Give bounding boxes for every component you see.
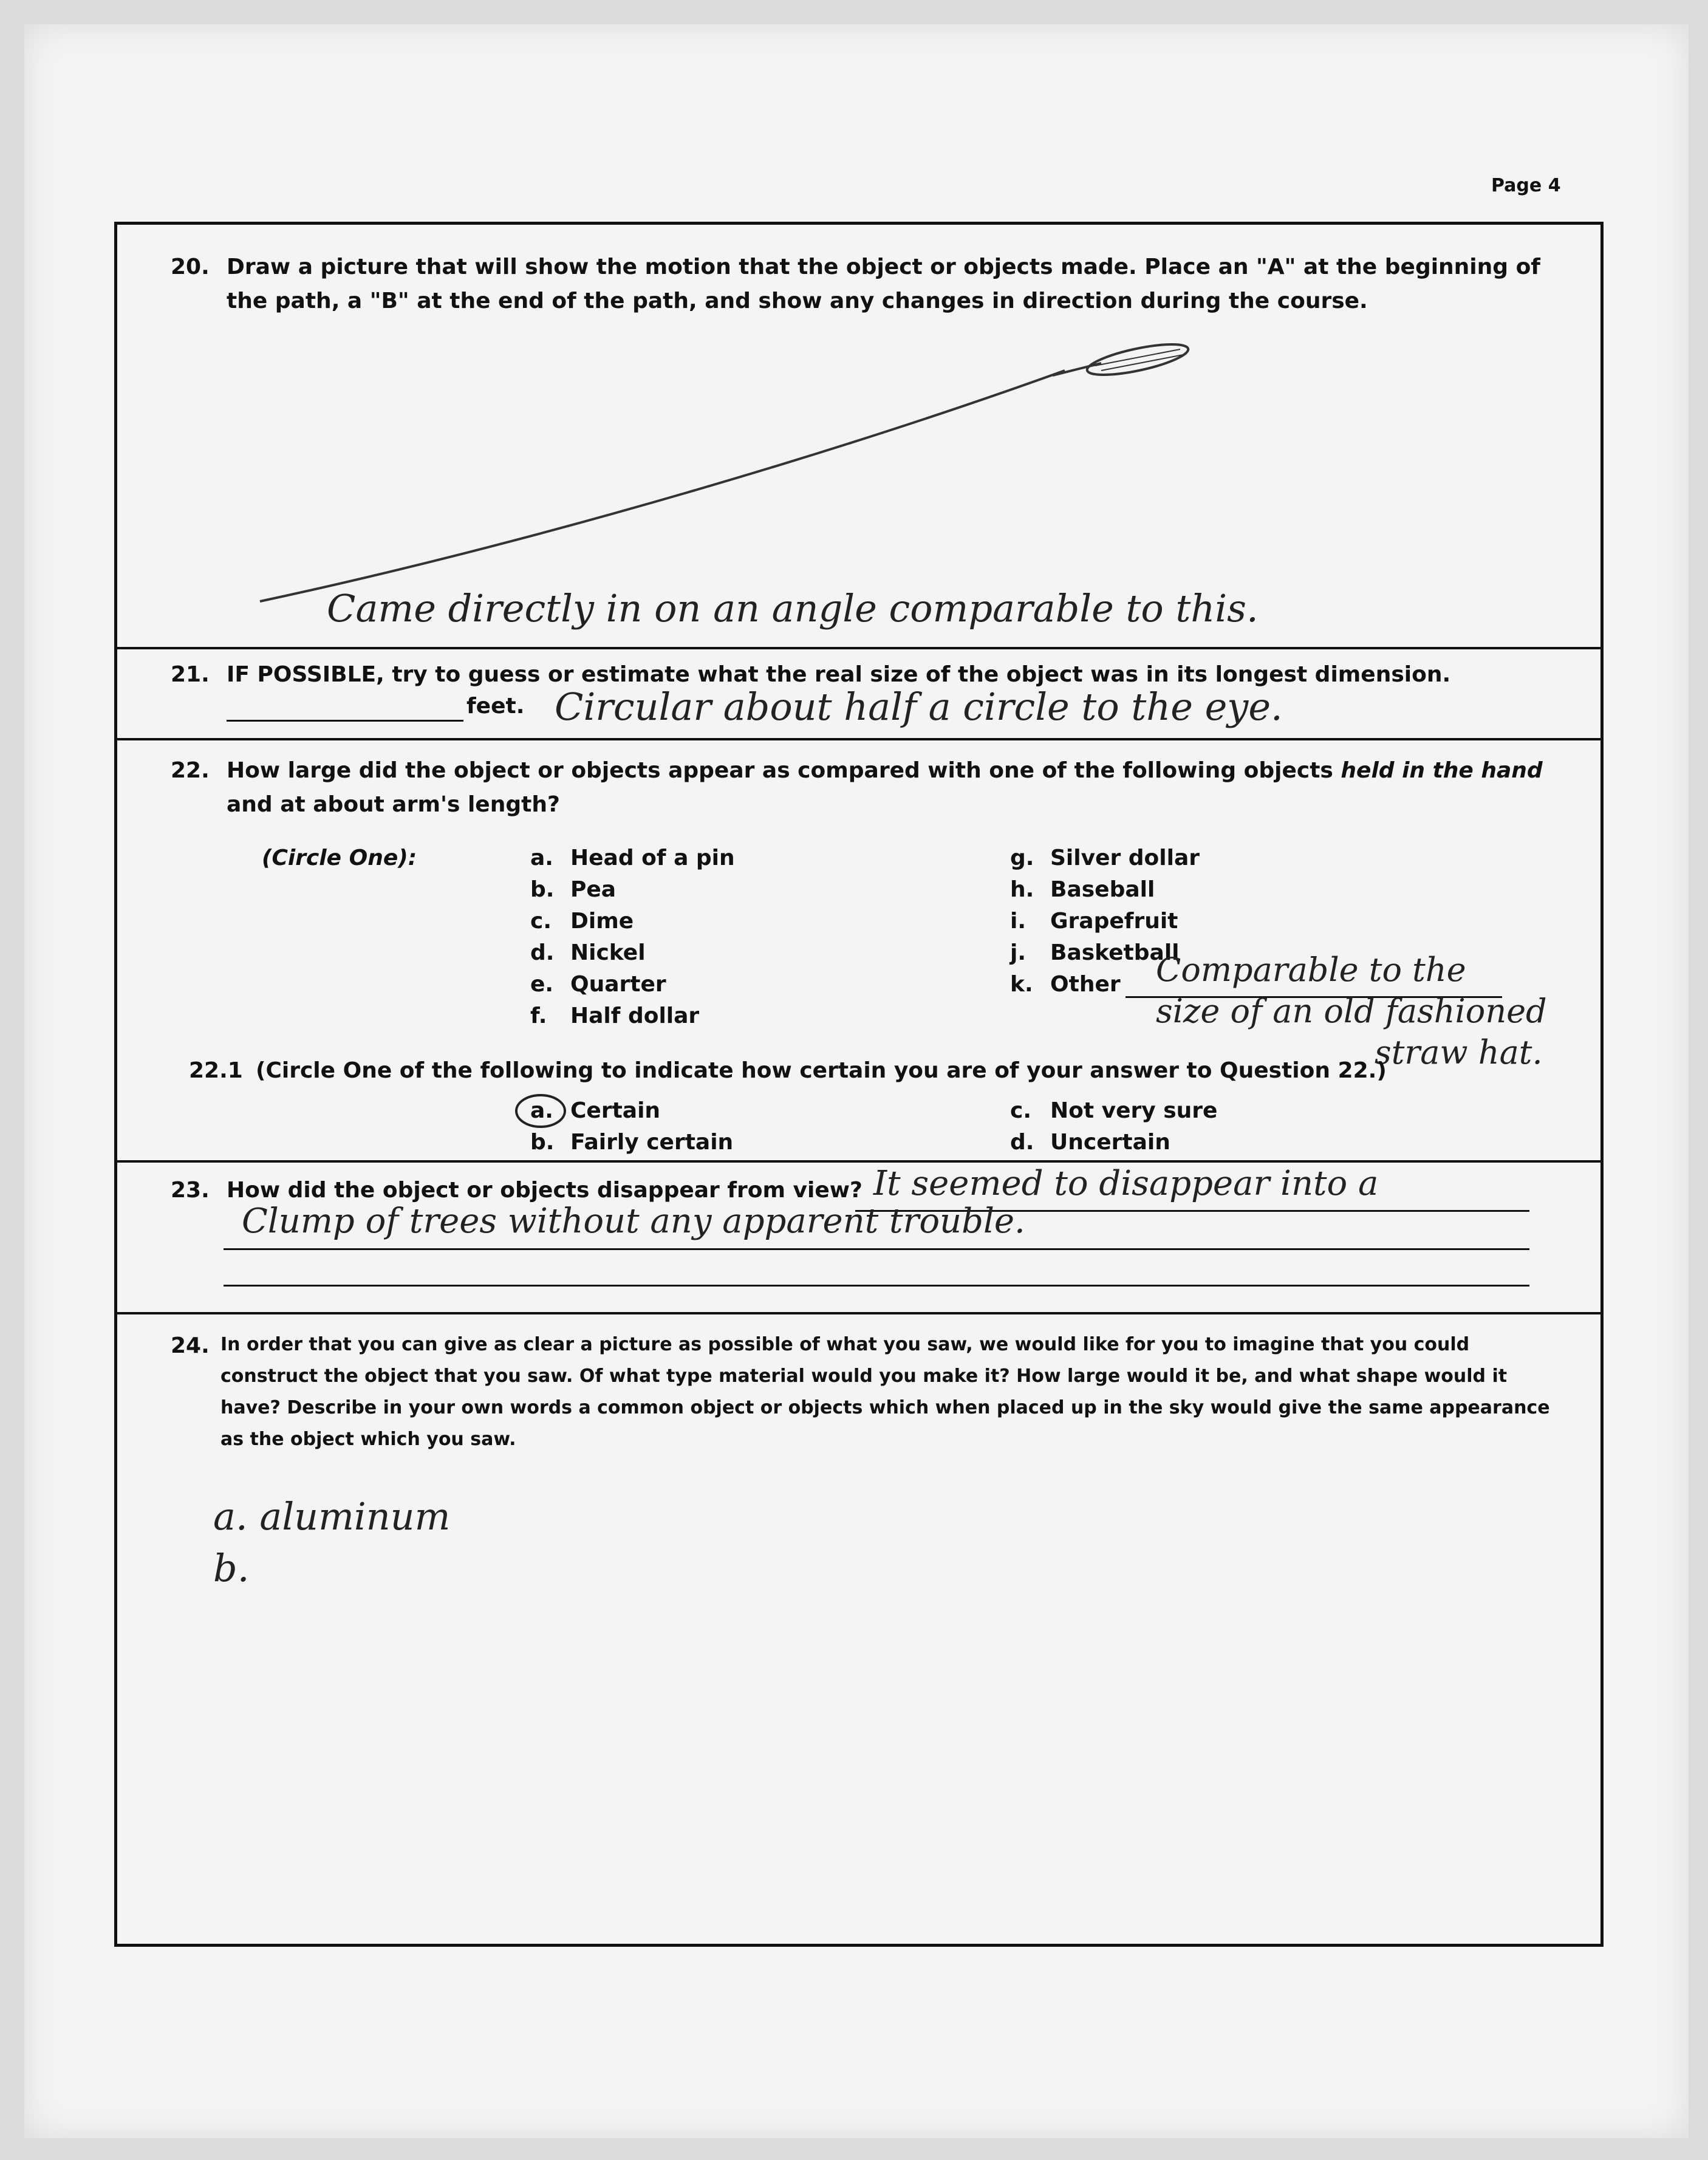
option-label: Dime	[570, 909, 634, 934]
question-20-text: Draw a picture that will show the motion that the object or objects made. Place an "A" at the beginning of the path, a "B" at the end of the path, and show any changes in direction during the course.	[227, 255, 1540, 313]
feet-label: feet.	[466, 694, 525, 719]
option-label: Silver dollar	[1050, 846, 1200, 870]
option-label: Certain	[570, 1098, 661, 1123]
size-option-c[interactable]	[530, 906, 634, 937]
option-label: Fairly certain	[570, 1130, 734, 1155]
form-sheet	[24, 24, 1689, 2138]
certainty-option-b[interactable]	[530, 1127, 733, 1158]
option-letter: b.	[530, 877, 555, 902]
question-22-1-number: 22.1	[189, 1058, 243, 1083]
question-22-section	[117, 738, 1600, 1163]
option-label: Pea	[570, 877, 617, 902]
option-label: Basketball	[1050, 940, 1180, 965]
question-23-answer-line-1: It seemed to disappear into a	[873, 1164, 1379, 1203]
motion-path-line	[260, 371, 1065, 601]
question-22-text-emphasis: held in the hand	[1341, 758, 1543, 783]
question-24-number: 24.	[171, 1333, 210, 1358]
option-letter: e.	[530, 972, 554, 997]
question-21-section	[117, 647, 1600, 740]
size-option-e[interactable]	[530, 969, 666, 1000]
certainty-option-c[interactable]	[1010, 1095, 1217, 1127]
option-label: Baseball	[1050, 877, 1155, 902]
size-option-i[interactable]	[1010, 906, 1178, 937]
option-letter: c.	[1010, 1098, 1032, 1123]
size-option-h[interactable]	[1010, 874, 1155, 906]
option-label: Not very sure	[1050, 1098, 1218, 1123]
circle-one-label: (Circle One):	[262, 846, 417, 870]
selected-circle-mark	[513, 1093, 568, 1129]
question-24-answer-a: a. aluminum	[213, 1494, 451, 1539]
question-20-answer: Came directly in on an angle comparable to this.	[327, 586, 1259, 631]
object-sketch-icon	[1085, 338, 1190, 381]
question-22-number: 22.	[171, 758, 210, 783]
size-option-d[interactable]	[530, 937, 646, 969]
question-23-answer-line-2: Clump of trees without any apparent trouble.	[242, 1201, 1025, 1241]
answer-line-3	[224, 1285, 1529, 1287]
option-letter: g.	[1010, 846, 1034, 870]
option-label: Quarter	[570, 972, 666, 997]
question-20-section	[117, 225, 1600, 649]
page-number: Page 4	[1491, 175, 1561, 196]
option-letter: a.	[530, 1098, 553, 1123]
size-option-b[interactable]	[530, 874, 616, 906]
size-option-k[interactable]	[1010, 969, 1121, 1000]
option-label: Half dollar	[570, 1003, 700, 1028]
question-21-text: IF POSSIBLE, try to guess or estimate what the real size of the object was in its longest dimension.	[227, 662, 1451, 687]
option-label: Head of a pin	[570, 846, 735, 870]
question-24-text: In order that you can give as clear a picture as possible of what you saw, we would like for you to imagine that you could construct the object that you saw. Of what type material would you make it? How large would it be, and what shape would it have? Describe in your own words a common object or objects which when placed up in the sky would give the same appearance as the object which you saw.	[220, 1334, 1550, 1450]
question-21-answer: Circular about half a circle to the eye.	[555, 685, 1283, 729]
question-24-section	[117, 1312, 1600, 1947]
option-letter: d.	[1010, 1130, 1034, 1155]
size-option-j[interactable]	[1010, 937, 1180, 969]
question-22-text-tail: and at about arm's length?	[227, 792, 560, 817]
question-22-1-text: (Circle One of the following to indicate how certain you are of your answer to Question 22.)	[256, 1058, 1387, 1083]
option-letter: i.	[1010, 909, 1027, 934]
option-letter: d.	[530, 940, 555, 965]
option-letter: k.	[1010, 972, 1033, 997]
option-label: Uncertain	[1050, 1130, 1170, 1155]
other-answer-line-1: Comparable to the	[1156, 951, 1466, 989]
question-23-text: How did the object or objects disappear from view?	[227, 1178, 863, 1203]
option-letter: h.	[1010, 877, 1034, 902]
question-20-number: 20.	[171, 255, 210, 279]
option-label: Other	[1050, 972, 1121, 997]
question-23-number: 23.	[171, 1178, 210, 1203]
size-option-g[interactable]	[1010, 842, 1200, 874]
question-22-text-lead: How large did the object or objects appear as compared with one of the following objects	[227, 758, 1333, 783]
option-letter: a.	[530, 846, 553, 870]
size-option-a[interactable]	[530, 842, 735, 874]
certainty-option-d[interactable]	[1010, 1127, 1170, 1158]
option-letter: c.	[530, 909, 552, 934]
option-letter: f.	[530, 1003, 547, 1028]
size-option-f[interactable]	[530, 1000, 699, 1032]
option-label: Nickel	[570, 940, 646, 965]
option-label: Grapefruit	[1050, 909, 1178, 934]
question-23-section	[117, 1160, 1600, 1314]
question-24-answer-b: b.	[213, 1546, 250, 1590]
other-answer-line-3: straw hat.	[1375, 1033, 1543, 1071]
option-letter: j.	[1010, 940, 1027, 965]
size-blank-line	[227, 720, 463, 722]
other-answer-line-2: size of an old fashioned	[1156, 992, 1547, 1030]
answer-line-2	[224, 1248, 1529, 1250]
questionnaire-form	[114, 222, 1604, 1947]
option-letter: b.	[530, 1130, 555, 1155]
question-22-text	[227, 754, 1563, 822]
question-21-number: 21.	[171, 662, 210, 687]
